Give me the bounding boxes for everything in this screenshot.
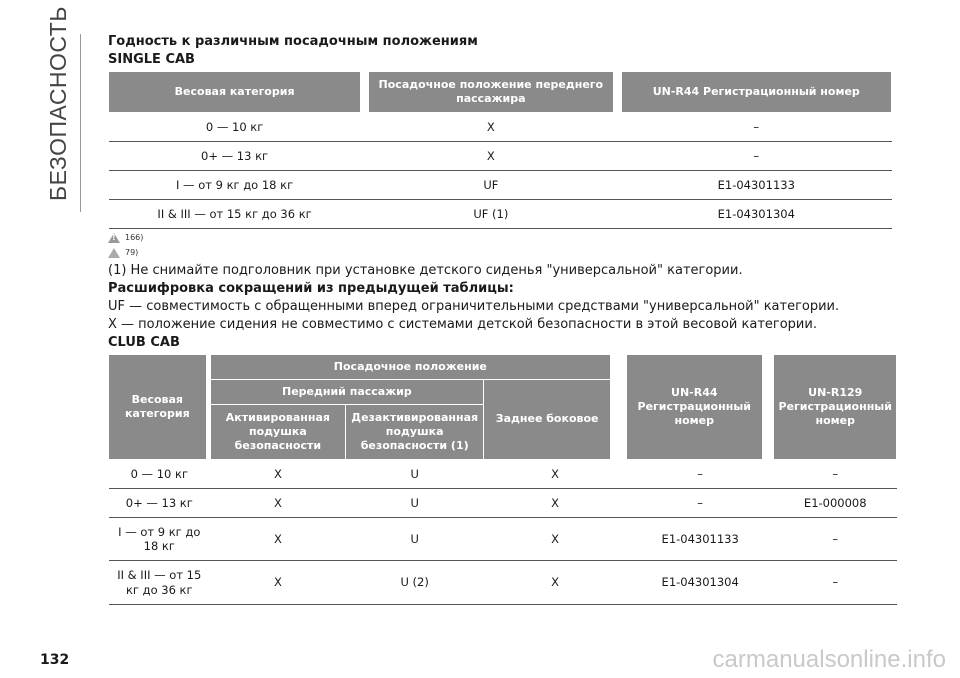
header-weight: Весовая категория	[109, 355, 207, 460]
cell-position: X	[369, 113, 613, 142]
cell-active: X	[210, 518, 346, 561]
club-cab-label: CLUB CAB	[108, 335, 180, 350]
table-row	[109, 518, 897, 561]
single-cab-table	[108, 71, 892, 229]
header-position: Посадочное положение	[210, 355, 611, 380]
table-row	[109, 561, 897, 605]
cell-weight: I — от 9 кг до 18 кг	[109, 518, 211, 561]
warning-ref	[108, 230, 143, 245]
table-row	[109, 171, 892, 200]
environment-icon	[108, 248, 120, 258]
section-sidebar	[40, 6, 74, 212]
cell-deactive: U	[346, 489, 484, 518]
cell-position: UF (1)	[369, 200, 613, 229]
environment-ref	[108, 245, 143, 260]
cell-deactive: U	[346, 518, 484, 561]
cell-r129: –	[774, 561, 897, 605]
cell-r44: –	[621, 113, 891, 142]
table-row	[109, 200, 892, 229]
warning-icon	[108, 233, 120, 243]
cell-rear: X	[484, 460, 627, 489]
cell-active: X	[210, 561, 346, 605]
sidebar-divider	[80, 34, 81, 212]
page-number: 132	[40, 652, 70, 668]
single-cab-label: SINGLE CAB	[108, 52, 195, 67]
header-r44: UN-R44 Регистрационный номер	[621, 72, 891, 113]
cell-weight: II & III — от 15 кг до 36 кг	[109, 200, 361, 229]
table-row	[109, 489, 897, 518]
section-title: БЕЗОПАСНОСТЬ	[45, 6, 71, 201]
cell-r44: –	[621, 142, 891, 171]
cell-r44: E1-04301133	[621, 171, 891, 200]
header-rear: Заднее боковое	[484, 380, 611, 460]
header-airbag-active: Активированная подушка безопасности	[210, 405, 346, 460]
cell-position: UF	[369, 171, 613, 200]
table-row	[109, 460, 897, 489]
cell-rear: X	[484, 489, 627, 518]
cell-position: X	[369, 142, 613, 171]
cell-r129: E1-000008	[774, 489, 897, 518]
cell-rear: X	[484, 561, 627, 605]
cell-weight: 0+ — 13 кг	[109, 489, 211, 518]
warning-ref-number: 166)	[125, 233, 144, 242]
cell-weight: I — от 9 кг до 18 кг	[109, 171, 361, 200]
header-position: Посадочное положение переднего пассажира	[369, 72, 613, 113]
note-headrest: (1) Не снимайте подголовник при установке детского сиденья "универсальной" категории.	[108, 263, 743, 278]
cell-weight: II & III — от 15 кг до 36 кг	[109, 561, 211, 605]
reference-icons	[108, 230, 143, 260]
cell-r44: E1-04301304	[621, 200, 891, 229]
header-front: Передний пассажир	[210, 380, 484, 405]
header-r44: UN-R44 Регистрационный номер	[626, 355, 762, 460]
cell-weight: 0 — 10 кг	[109, 113, 361, 142]
cell-deactive: U	[346, 460, 484, 489]
legend-uf: UF — совместимость с обращенными вперед ограничительными средствами "универсальной" категории.	[108, 299, 840, 314]
header-r129: UN-R129 Регистрационный номер	[774, 355, 897, 460]
cell-active: X	[210, 489, 346, 518]
cell-weight: 0+ — 13 кг	[109, 142, 361, 171]
cell-active: X	[210, 460, 346, 489]
header-weight: Весовая категория	[109, 72, 361, 113]
cell-rear: X	[484, 518, 627, 561]
cell-r129: –	[774, 518, 897, 561]
table-row	[109, 113, 892, 142]
watermark: carmanualsonline.info	[712, 646, 946, 673]
legend-x: X — положение сидения не совместимо с системами детской безопасности в этой весовой категории.	[108, 317, 817, 332]
cell-deactive: U (2)	[346, 561, 484, 605]
legend-title: Расшифровка сокращений из предыдущей таблицы:	[108, 281, 514, 296]
header-airbag-deactive: Дезактивированная подушка безопасности (1)	[346, 405, 484, 460]
cell-r44: –	[626, 460, 774, 489]
cell-r129: –	[774, 460, 897, 489]
cell-r44: E1-04301133	[626, 518, 774, 561]
club-cab-table	[108, 354, 897, 605]
cell-r44: –	[626, 489, 774, 518]
environment-ref-number: 79)	[125, 248, 139, 257]
cell-weight: 0 — 10 кг	[109, 460, 211, 489]
cell-r44: E1-04301304	[626, 561, 774, 605]
page-title: Годность к различным посадочным положениям	[108, 34, 478, 49]
table-row	[109, 142, 892, 171]
